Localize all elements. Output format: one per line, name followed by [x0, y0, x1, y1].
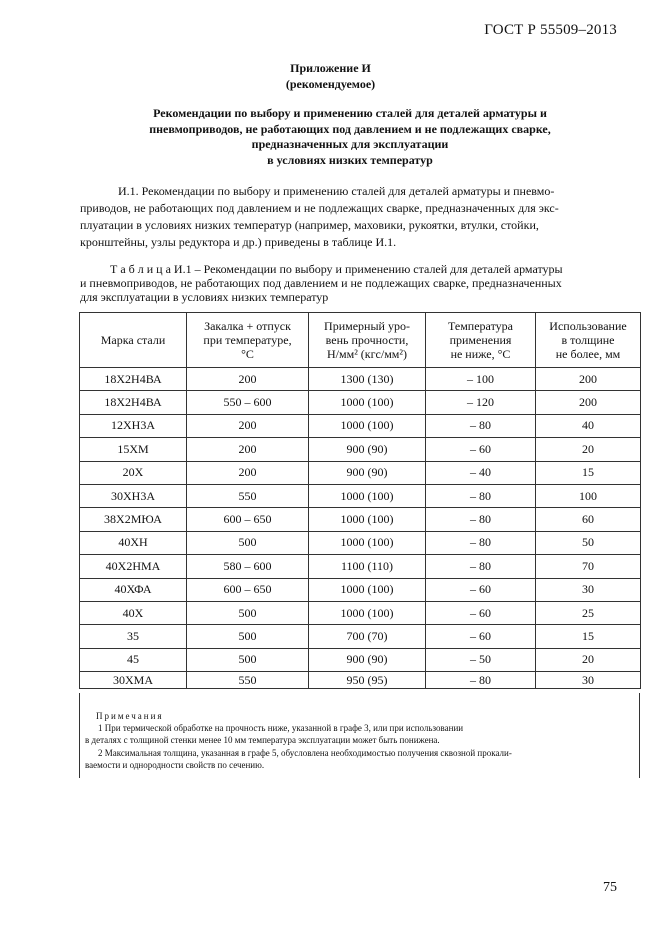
cell-hardening-tempering: 200 — [187, 368, 309, 391]
cell-steel-grade: 20Х — [80, 461, 187, 484]
cell-max-thickness: 200 — [536, 391, 641, 414]
cell-steel-grade: 35 — [80, 625, 187, 648]
cell-hardening-tempering: 600 – 650 — [187, 578, 309, 601]
cell-application-temperature: – 80 — [426, 508, 536, 531]
cell-application-temperature: – 100 — [426, 368, 536, 391]
cell-steel-grade: 40ХН — [80, 531, 187, 554]
cell-max-thickness: 100 — [536, 484, 641, 507]
cell-application-temperature: – 80 — [426, 672, 536, 689]
paragraph-i1 — [80, 183, 617, 251]
paragraph-line: приводов, не работающих под давлением и не подлежащих сварке, предназначенных для экс- — [80, 201, 559, 215]
cell-hardening-tempering: 580 – 600 — [187, 555, 309, 578]
cell-steel-grade: 38Х2МЮА — [80, 508, 187, 531]
cell-strength-level: 700 (70) — [309, 625, 426, 648]
cell-max-thickness: 30 — [536, 578, 641, 601]
note-line: в деталях с толщиной стенки менее 10 мм температура эксплуатации может быть понижена. — [85, 735, 440, 745]
table-row — [80, 461, 641, 484]
table-row — [80, 531, 641, 554]
cell-hardening-tempering: 200 — [187, 414, 309, 437]
cell-application-temperature: – 60 — [426, 578, 536, 601]
cell-strength-level: 1100 (110) — [309, 555, 426, 578]
cell-hardening-tempering: 500 — [187, 531, 309, 554]
cell-application-temperature: – 60 — [426, 601, 536, 624]
cell-steel-grade: 12ХН3А — [80, 414, 187, 437]
cell-max-thickness: 15 — [536, 461, 641, 484]
cell-hardening-tempering: 200 — [187, 438, 309, 461]
header-max-thickness: Использование в толщине не более, мм — [536, 313, 641, 368]
table-row — [80, 391, 641, 414]
cell-steel-grade: 18Х2Н4ВА — [80, 391, 187, 414]
cell-max-thickness: 60 — [536, 508, 641, 531]
cell-hardening-tempering: 500 — [187, 625, 309, 648]
cell-strength-level: 1000 (100) — [309, 508, 426, 531]
cell-hardening-tempering: 550 — [187, 484, 309, 507]
paragraph-line: И.1. Рекомендации по выбору и применению сталей для деталей арматуры и пневмо- — [118, 184, 555, 198]
cell-max-thickness: 50 — [536, 531, 641, 554]
table-row — [80, 368, 641, 391]
cell-max-thickness: 40 — [536, 414, 641, 437]
cell-strength-level: 1300 (130) — [309, 368, 426, 391]
heading-line: пневмоприводов, не работающих под давлением и не подлежащих сварке, — [149, 121, 551, 136]
table-body — [80, 368, 641, 689]
header-application-temperature: Температура применения не ниже, °С — [426, 313, 536, 368]
cell-strength-level: 1000 (100) — [309, 578, 426, 601]
cell-strength-level: 1000 (100) — [309, 414, 426, 437]
table-row — [80, 648, 641, 671]
cell-max-thickness: 20 — [536, 648, 641, 671]
table-row — [80, 414, 641, 437]
cell-steel-grade: 45 — [80, 648, 187, 671]
caption-line: Т а б л и ц а И.1 – Рекомендации по выбору и применению сталей для деталей арматуры — [110, 262, 563, 276]
cell-application-temperature: – 80 — [426, 531, 536, 554]
caption-line: для эксплуатации в условиях низких температур — [80, 290, 329, 304]
note-line: 2 Максимальная толщина, указанная в графе 5, обусловлена необходимостью получения сквозной прокали- — [98, 748, 512, 758]
caption-line: и пневмоприводов, не работающих под давлением и не подлежащих сварке, предназначенных — [80, 276, 562, 290]
table-row — [80, 672, 641, 689]
heading-line: предназначенных для эксплуатации — [251, 137, 449, 151]
steel-recommendations-table — [79, 312, 641, 689]
cell-strength-level: 1000 (100) — [309, 601, 426, 624]
table-row — [80, 438, 641, 461]
table-row — [80, 555, 641, 578]
cell-steel-grade: 40ХФА — [80, 578, 187, 601]
heading-line: Рекомендации по выбору и применению сталей для деталей арматуры и — [153, 106, 547, 120]
table-row — [80, 601, 641, 624]
cell-strength-level: 900 (90) — [309, 461, 426, 484]
document-code: ГОСТ Р 55509–2013 — [484, 22, 617, 38]
table-row — [80, 484, 641, 507]
notes-title: Примечания — [96, 711, 164, 721]
cell-hardening-tempering: 600 – 650 — [187, 508, 309, 531]
cell-hardening-tempering: 200 — [187, 461, 309, 484]
cell-steel-grade: 40Х2НМА — [80, 555, 187, 578]
table-row — [80, 508, 641, 531]
paragraph-line: кронштейны, узлы редуктора и др.) приведены в таблице И.1. — [80, 235, 397, 249]
appendix-title: Приложение И — [290, 61, 371, 75]
cell-strength-level: 900 (90) — [309, 648, 426, 671]
cell-hardening-tempering: 550 – 600 — [187, 391, 309, 414]
cell-max-thickness: 15 — [536, 625, 641, 648]
cell-steel-grade: 15ХМ — [80, 438, 187, 461]
cell-application-temperature: – 120 — [426, 391, 536, 414]
header-steel-grade: Марка стали — [80, 313, 187, 368]
heading-line: в условиях низких температур — [267, 152, 433, 167]
table-row — [80, 578, 641, 601]
cell-strength-level: 1000 (100) — [309, 484, 426, 507]
cell-hardening-tempering: 500 — [187, 648, 309, 671]
table-caption — [80, 262, 617, 304]
cell-strength-level: 950 (95) — [309, 672, 426, 689]
paragraph-line: плуатации в условиях низких температур (например, маховики, рукоятки, втулки, стойки, — [80, 218, 539, 232]
cell-max-thickness: 70 — [536, 555, 641, 578]
page-number: 75 — [603, 880, 617, 895]
cell-application-temperature: – 40 — [426, 461, 536, 484]
cell-hardening-tempering: 550 — [187, 672, 309, 689]
cell-application-temperature: – 60 — [426, 438, 536, 461]
cell-max-thickness: 20 — [536, 438, 641, 461]
note-line: ваемости и однородности свойств по сечению. — [85, 760, 265, 770]
header-strength-level: Примерный уро- вень прочности, Н/мм² (кгс/мм²) — [309, 313, 426, 368]
cell-strength-level: 900 (90) — [309, 438, 426, 461]
cell-application-temperature: – 80 — [426, 484, 536, 507]
table-row — [80, 625, 641, 648]
cell-application-temperature: – 80 — [426, 555, 536, 578]
cell-hardening-tempering: 500 — [187, 601, 309, 624]
appendix-subtitle: (рекомендуемое) — [285, 77, 376, 91]
cell-max-thickness: 25 — [536, 601, 641, 624]
cell-max-thickness: 200 — [536, 368, 641, 391]
header-hardening-tempering: Закалка + отпуск при температуре, °С — [187, 313, 309, 368]
cell-steel-grade: 18Х2Н4ВА — [80, 368, 187, 391]
table-header-row — [80, 313, 641, 368]
cell-application-temperature: – 60 — [426, 625, 536, 648]
cell-steel-grade: 30ХН3А — [80, 484, 187, 507]
cell-strength-level: 1000 (100) — [309, 391, 426, 414]
cell-steel-grade: 30ХМА — [80, 672, 187, 689]
cell-strength-level: 1000 (100) — [309, 531, 426, 554]
cell-max-thickness: 30 — [536, 672, 641, 689]
cell-application-temperature: – 50 — [426, 648, 536, 671]
note-line: 1 При термической обработке на прочность ниже, указанной в графе 3, или при использовании — [98, 723, 464, 733]
cell-steel-grade: 40Х — [80, 601, 187, 624]
appendix-heading — [60, 106, 640, 168]
cell-application-temperature: – 80 — [426, 414, 536, 437]
